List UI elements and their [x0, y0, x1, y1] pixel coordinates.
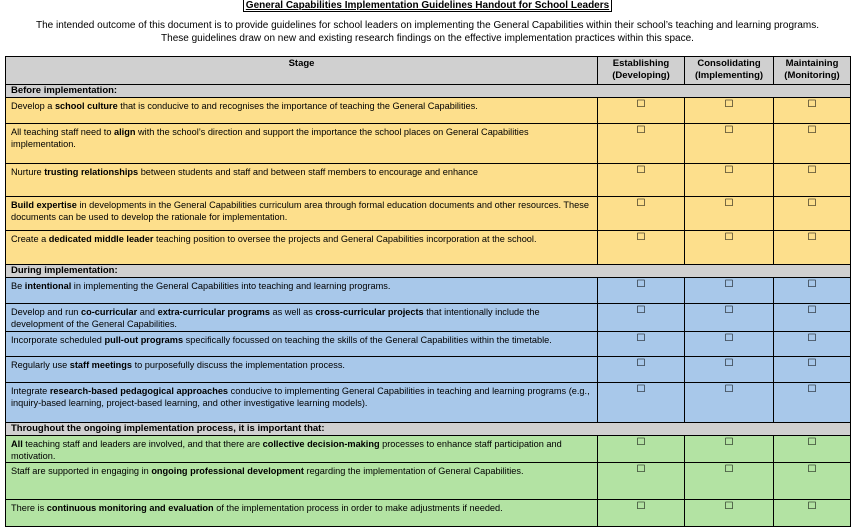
cell-establishing — [598, 197, 685, 231]
plain-text: and — [137, 307, 158, 317]
checkbox-establishing[interactable]: ☐ — [636, 279, 646, 290]
plain-text: that is conducive to and recognises the importance of teaching the General Capabilities. — [117, 101, 478, 111]
cell-consolidating — [685, 98, 774, 124]
cell-consolidating — [685, 304, 774, 332]
emphasis-text: staff meetings — [69, 360, 133, 370]
emphasis-text: dedicated middle leader — [48, 234, 154, 244]
plain-text: Develop a — [11, 101, 55, 111]
cell-maintaining — [774, 231, 851, 265]
checkbox-establishing[interactable]: ☐ — [636, 125, 646, 136]
cell-consolidating — [685, 332, 774, 357]
cell-consolidating — [685, 463, 774, 500]
guidelines-table — [5, 56, 851, 527]
checkbox-maintaining[interactable]: ☐ — [807, 437, 817, 448]
cell-consolidating — [685, 278, 774, 304]
intro-line-1: The intended outcome of this document is to provide guidelines for school leaders on implementing the General Capabilities within their school’s teaching and learning programs. — [35, 20, 820, 31]
cell-maintaining — [774, 164, 851, 197]
cell-establishing — [598, 436, 685, 463]
plain-text: Regularly use — [11, 360, 70, 370]
plain-text: Be — [11, 281, 25, 291]
section-heading-label: Before implementation: — [6, 85, 851, 98]
cell-establishing — [598, 383, 685, 423]
checkbox-consolidating[interactable]: ☐ — [724, 279, 734, 290]
stage-text — [6, 436, 598, 463]
plain-text: Staff are supported in engaging in — [11, 466, 152, 476]
cell-establishing — [598, 500, 685, 527]
checkbox-maintaining[interactable]: ☐ — [807, 99, 817, 110]
table-row — [6, 278, 851, 304]
plain-text: as well as — [269, 307, 316, 317]
stage-text — [6, 98, 598, 124]
column-header-stage: Stage — [6, 57, 598, 85]
cell-maintaining — [774, 98, 851, 124]
table-row — [6, 500, 851, 527]
plain-text: conducive to implementing General Capabilities in teaching and learning programs (e.g., inquiry-based learning, project-based learning, and other investigative learning models). — [11, 386, 590, 408]
cell-maintaining — [774, 332, 851, 357]
cell-maintaining — [774, 124, 851, 164]
checkbox-establishing[interactable]: ☐ — [636, 99, 646, 110]
cell-establishing — [598, 357, 685, 383]
plain-text: teaching position to oversee the projects and General Capabilities incorporation at the school. — [153, 234, 537, 244]
emphasis-text: ongoing professional development — [151, 466, 304, 476]
checkbox-establishing[interactable]: ☐ — [636, 333, 646, 344]
checkbox-consolidating[interactable]: ☐ — [724, 125, 734, 136]
table-row — [6, 436, 851, 463]
table-row — [6, 164, 851, 197]
intro-text — [0, 19, 855, 45]
plain-text: Nurture — [11, 167, 45, 177]
column-header-establishing: Establishing (Developing) — [598, 57, 685, 85]
section-heading-throughout — [6, 423, 851, 436]
cell-maintaining — [774, 383, 851, 423]
plain-text: of the implementation process in order to make adjustments if needed. — [213, 503, 503, 513]
plain-text: specifically focussed on teaching the skills of the General Capabilities within the timetable. — [183, 335, 552, 345]
cell-maintaining — [774, 197, 851, 231]
cell-establishing — [598, 304, 685, 332]
emphasis-text: trusting relationships — [44, 167, 139, 177]
cell-establishing — [598, 463, 685, 500]
stage-text — [6, 357, 598, 383]
plain-text: Develop and run — [11, 307, 81, 317]
checkbox-consolidating[interactable]: ☐ — [724, 501, 734, 512]
plain-text: in developments in the General Capabilities curriculum area through formal education documents and other resources. These documents can be used to develop the rationale for implementation. — [11, 200, 589, 222]
emphasis-text: align — [114, 127, 136, 137]
cell-maintaining — [774, 278, 851, 304]
checkbox-establishing[interactable]: ☐ — [636, 198, 646, 209]
table-row — [6, 124, 851, 164]
section-heading-during — [6, 265, 851, 278]
document-title: General Capabilities Implementation Guidelines Handout for School Leaders — [0, 0, 855, 12]
emphasis-text: school culture — [54, 101, 118, 111]
plain-text: regarding the implementation of General Capabilities. — [303, 466, 524, 476]
stage-text — [6, 332, 598, 357]
cell-establishing — [598, 278, 685, 304]
plain-text: There is — [11, 503, 47, 513]
cell-consolidating — [685, 436, 774, 463]
cell-maintaining — [774, 304, 851, 332]
stage-text — [6, 278, 598, 304]
cell-establishing — [598, 124, 685, 164]
emphasis-text: Build expertise — [11, 200, 77, 210]
cell-consolidating — [685, 124, 774, 164]
plain-text: Incorporate scheduled — [11, 335, 105, 345]
cell-maintaining — [774, 500, 851, 527]
stage-text — [6, 463, 598, 500]
checkbox-maintaining[interactable]: ☐ — [807, 464, 817, 475]
checkbox-maintaining[interactable]: ☐ — [807, 279, 817, 290]
table-row — [6, 304, 851, 332]
table-row — [6, 98, 851, 124]
plain-text: All teaching staff need to — [11, 127, 115, 137]
cell-maintaining — [774, 463, 851, 500]
checkbox-maintaining[interactable]: ☐ — [807, 198, 817, 209]
stage-text — [6, 164, 598, 197]
stage-text — [6, 500, 598, 527]
stage-text — [6, 383, 598, 423]
checkbox-establishing[interactable]: ☐ — [636, 305, 646, 316]
cell-maintaining — [774, 357, 851, 383]
plain-text: between students and staff and between staff members to encourage and enhance — [138, 167, 478, 177]
intro-line-2: These guidelines draw on new and existing research findings on the effective implementation practices within this space. — [161, 33, 694, 44]
emphasis-text: All — [11, 439, 23, 449]
checkbox-maintaining[interactable]: ☐ — [807, 232, 817, 243]
checkbox-maintaining[interactable]: ☐ — [807, 358, 817, 369]
checkbox-consolidating[interactable]: ☐ — [724, 99, 734, 110]
checkbox-maintaining[interactable]: ☐ — [807, 384, 817, 395]
cell-consolidating — [685, 357, 774, 383]
checkbox-establishing[interactable]: ☐ — [636, 165, 646, 176]
plain-text: that intentionally include the development of the General Capabilities. — [11, 307, 540, 329]
stage-text — [6, 231, 598, 265]
checkbox-maintaining[interactable]: ☐ — [807, 501, 817, 512]
checkbox-consolidating[interactable]: ☐ — [724, 358, 734, 369]
table-row — [6, 383, 851, 423]
plain-text: in implementing the General Capabilities into teaching and learning programs. — [71, 281, 391, 291]
table-row — [6, 463, 851, 500]
plain-text: teaching staff and leaders are involved, and that there are — [22, 439, 263, 449]
emphasis-text: intentional — [24, 281, 72, 291]
plain-text: to purposefully discuss the implementation process. — [132, 360, 345, 370]
checkbox-consolidating[interactable]: ☐ — [724, 198, 734, 209]
stage-text — [6, 197, 598, 231]
checkbox-establishing[interactable]: ☐ — [636, 437, 646, 448]
cell-establishing — [598, 98, 685, 124]
checkbox-maintaining[interactable]: ☐ — [807, 333, 817, 344]
emphasis-text: collective decision-making — [262, 439, 380, 449]
plain-text: Create a — [11, 234, 49, 244]
section-heading-before — [6, 85, 851, 98]
emphasis-text: extra-curricular programs — [157, 307, 270, 317]
cell-consolidating — [685, 231, 774, 265]
plain-text: with the school’s direction and support the importance the school places on General Capabilities implementation. — [11, 127, 529, 149]
column-header-consolidating: Consolidating (Implementing) — [685, 57, 774, 85]
checkbox-consolidating[interactable]: ☐ — [724, 232, 734, 243]
section-heading-label: During implementation: — [6, 265, 851, 278]
checkbox-consolidating[interactable]: ☐ — [724, 384, 734, 395]
checkbox-establishing[interactable]: ☐ — [636, 384, 646, 395]
checkbox-establishing[interactable]: ☐ — [636, 464, 646, 475]
emphasis-text: co-curricular — [80, 307, 138, 317]
checkbox-consolidating[interactable]: ☐ — [724, 437, 734, 448]
emphasis-text: pull-out programs — [104, 335, 184, 345]
cell-consolidating — [685, 383, 774, 423]
column-header-maintaining: Maintaining (Monitoring) — [774, 57, 851, 85]
emphasis-text: research-based pedagogical approaches — [49, 386, 229, 396]
checkbox-consolidating[interactable]: ☐ — [724, 165, 734, 176]
section-heading-label: Throughout the ongoing implementation process, it is important that: — [6, 423, 851, 436]
stage-text — [6, 304, 598, 332]
cell-establishing — [598, 164, 685, 197]
emphasis-text: continuous monitoring and evaluation — [46, 503, 214, 513]
table-row — [6, 357, 851, 383]
checkbox-establishing[interactable]: ☐ — [636, 232, 646, 243]
plain-text: processes to enhance staff participation and motivation. — [11, 439, 562, 461]
table-header-row — [6, 57, 851, 85]
cell-establishing — [598, 231, 685, 265]
cell-establishing — [598, 332, 685, 357]
checkbox-maintaining[interactable]: ☐ — [807, 165, 817, 176]
emphasis-text: cross-curricular projects — [315, 307, 424, 317]
checkbox-establishing[interactable]: ☐ — [636, 358, 646, 369]
cell-consolidating — [685, 500, 774, 527]
cell-maintaining — [774, 436, 851, 463]
stage-text — [6, 124, 598, 164]
checkbox-maintaining[interactable]: ☐ — [807, 125, 817, 136]
checkbox-consolidating[interactable]: ☐ — [724, 305, 734, 316]
table-row — [6, 332, 851, 357]
checkbox-consolidating[interactable]: ☐ — [724, 464, 734, 475]
cell-consolidating — [685, 164, 774, 197]
plain-text: Integrate — [11, 386, 50, 396]
checkbox-maintaining[interactable]: ☐ — [807, 305, 817, 316]
checkbox-establishing[interactable]: ☐ — [636, 501, 646, 512]
table-row — [6, 231, 851, 265]
checkbox-consolidating[interactable]: ☐ — [724, 333, 734, 344]
table-row — [6, 197, 851, 231]
cell-consolidating — [685, 197, 774, 231]
